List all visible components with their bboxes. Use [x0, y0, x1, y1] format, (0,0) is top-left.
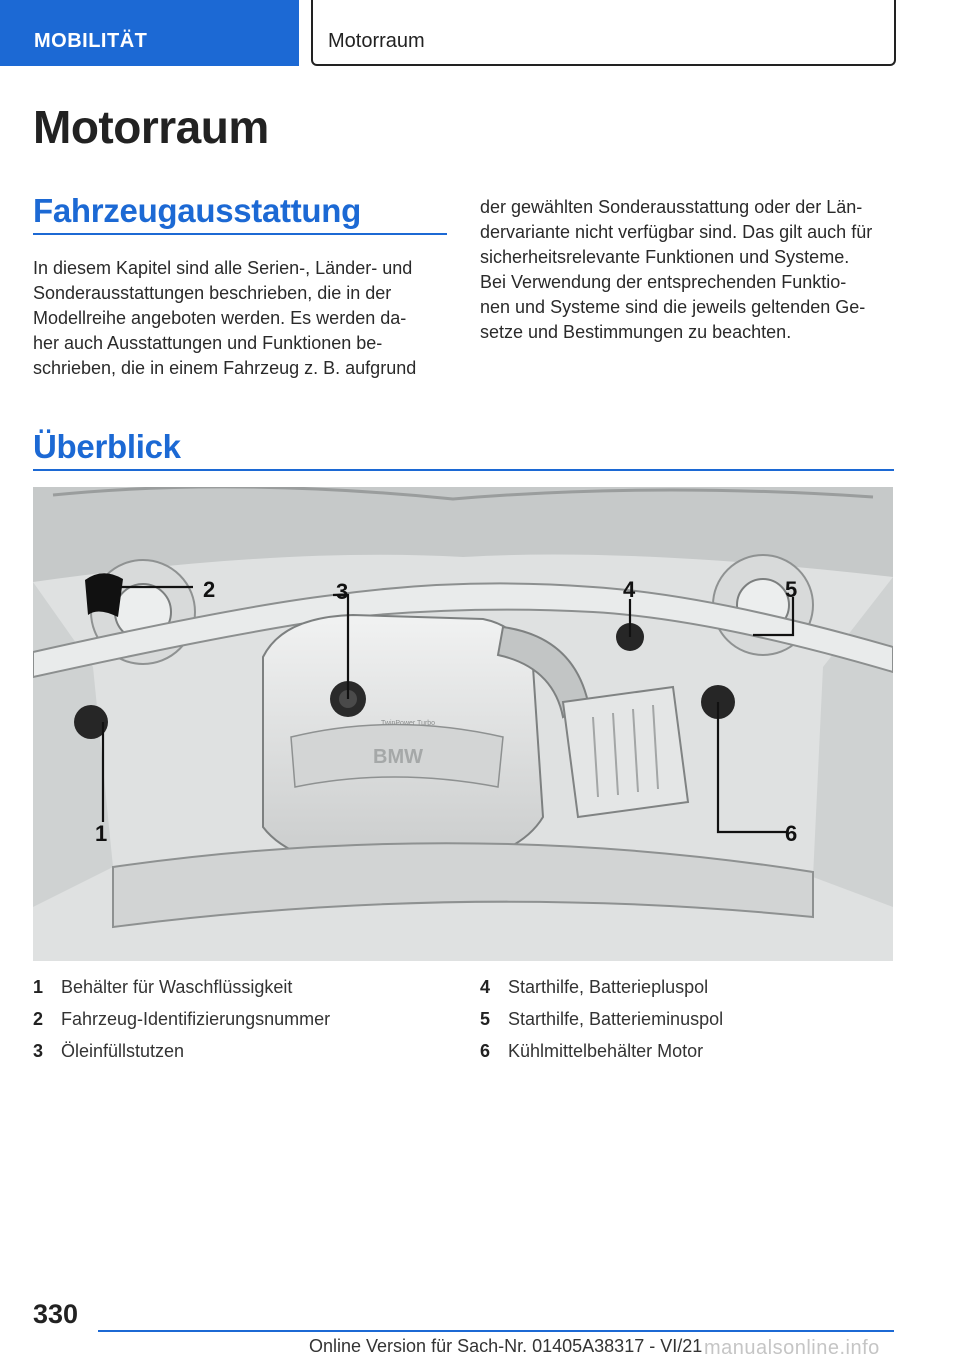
text-line: Sonderausstattungen beschrieben, die in der	[33, 283, 392, 303]
footer-online-version: Online Version für Sach-Nr. 01405A38317 - VI/21	[309, 1336, 703, 1356]
heading-rule	[33, 469, 894, 471]
legend-label: Starthilfe, Batterieminuspol	[508, 1009, 724, 1029]
heading-fahrzeugausstattung: Fahrzeugausstattung	[33, 192, 361, 229]
legend-number: 5	[480, 1009, 491, 1029]
legend-label: Starthilfe, Batteriepluspol	[508, 977, 709, 997]
legend-item	[480, 1003, 900, 1035]
callout-5: 5	[785, 577, 798, 602]
footer-rule	[98, 1330, 894, 1332]
legend-item	[480, 971, 900, 1003]
legend-right	[480, 971, 900, 1067]
engine-bay-illustration	[33, 487, 893, 961]
text-line: Modellreihe angeboten werden. Es werden da-	[33, 308, 407, 328]
intro-paragraph-col2	[480, 195, 900, 345]
callout-1: 1	[95, 821, 108, 846]
legend-item	[33, 1003, 453, 1035]
watermark: manualsonline.info	[704, 1337, 880, 1359]
text-line: In diesem Kapitel sind alle Serien-, Länder- und	[33, 258, 413, 278]
heading-rule	[33, 233, 447, 235]
text-line: schrieben, die in einem Fahrzeug z. B. aufgrund	[33, 358, 417, 378]
legend-label: Fahrzeug-Identifizierungsnummer	[61, 1009, 331, 1029]
page-number: 330	[33, 1299, 79, 1329]
legend-item	[480, 1035, 900, 1067]
text-line: her auch Ausstattungen und Funktionen be-	[33, 333, 383, 353]
legend-label: Öleinfüllstutzen	[61, 1041, 185, 1061]
legend-label: Behälter für Waschflüssigkeit	[61, 977, 293, 997]
callout-2: 2	[203, 577, 216, 602]
callout-6: 6	[785, 821, 798, 846]
engine-cover-logo: BMW	[373, 746, 423, 768]
legend-label: Kühlmittelbehälter Motor	[508, 1041, 704, 1061]
page-title: Motorraum	[33, 101, 269, 153]
legend-number: 1	[33, 977, 44, 997]
header-chapter-tab: Motorraum	[311, 0, 896, 66]
legend-item	[33, 971, 453, 1003]
callout-4: 4	[623, 577, 636, 602]
legend-left	[33, 971, 453, 1067]
legend-number: 6	[480, 1041, 491, 1061]
legend-number: 4	[480, 977, 491, 997]
legend-number: 3	[33, 1041, 44, 1061]
text-line: Bei Verwendung der entsprechenden Funktio-	[480, 272, 847, 292]
intro-paragraph-col1	[33, 256, 453, 381]
text-line: dervariante nicht verfügbar sind. Das gilt auch für	[480, 222, 873, 242]
text-line: setze und Bestimmungen zu beachten.	[480, 322, 792, 342]
legend-item	[33, 1035, 453, 1067]
callout-3: 3	[336, 579, 349, 604]
legend-number: 2	[33, 1009, 44, 1029]
text-line: der gewählten Sonderausstattung oder der Län-	[480, 197, 863, 217]
text-line: sicherheitsrelevante Funktionen und Systeme.	[480, 247, 850, 267]
heading-ueberblick: Überblick	[33, 428, 181, 465]
engine-bay-figure	[33, 487, 893, 961]
engine-cover-subtext: TwinPower Turbo	[381, 720, 436, 727]
header-section-tab: MOBILITÄT	[0, 0, 299, 66]
text-line: nen und Systeme sind die jeweils geltenden Ge-	[480, 297, 866, 317]
